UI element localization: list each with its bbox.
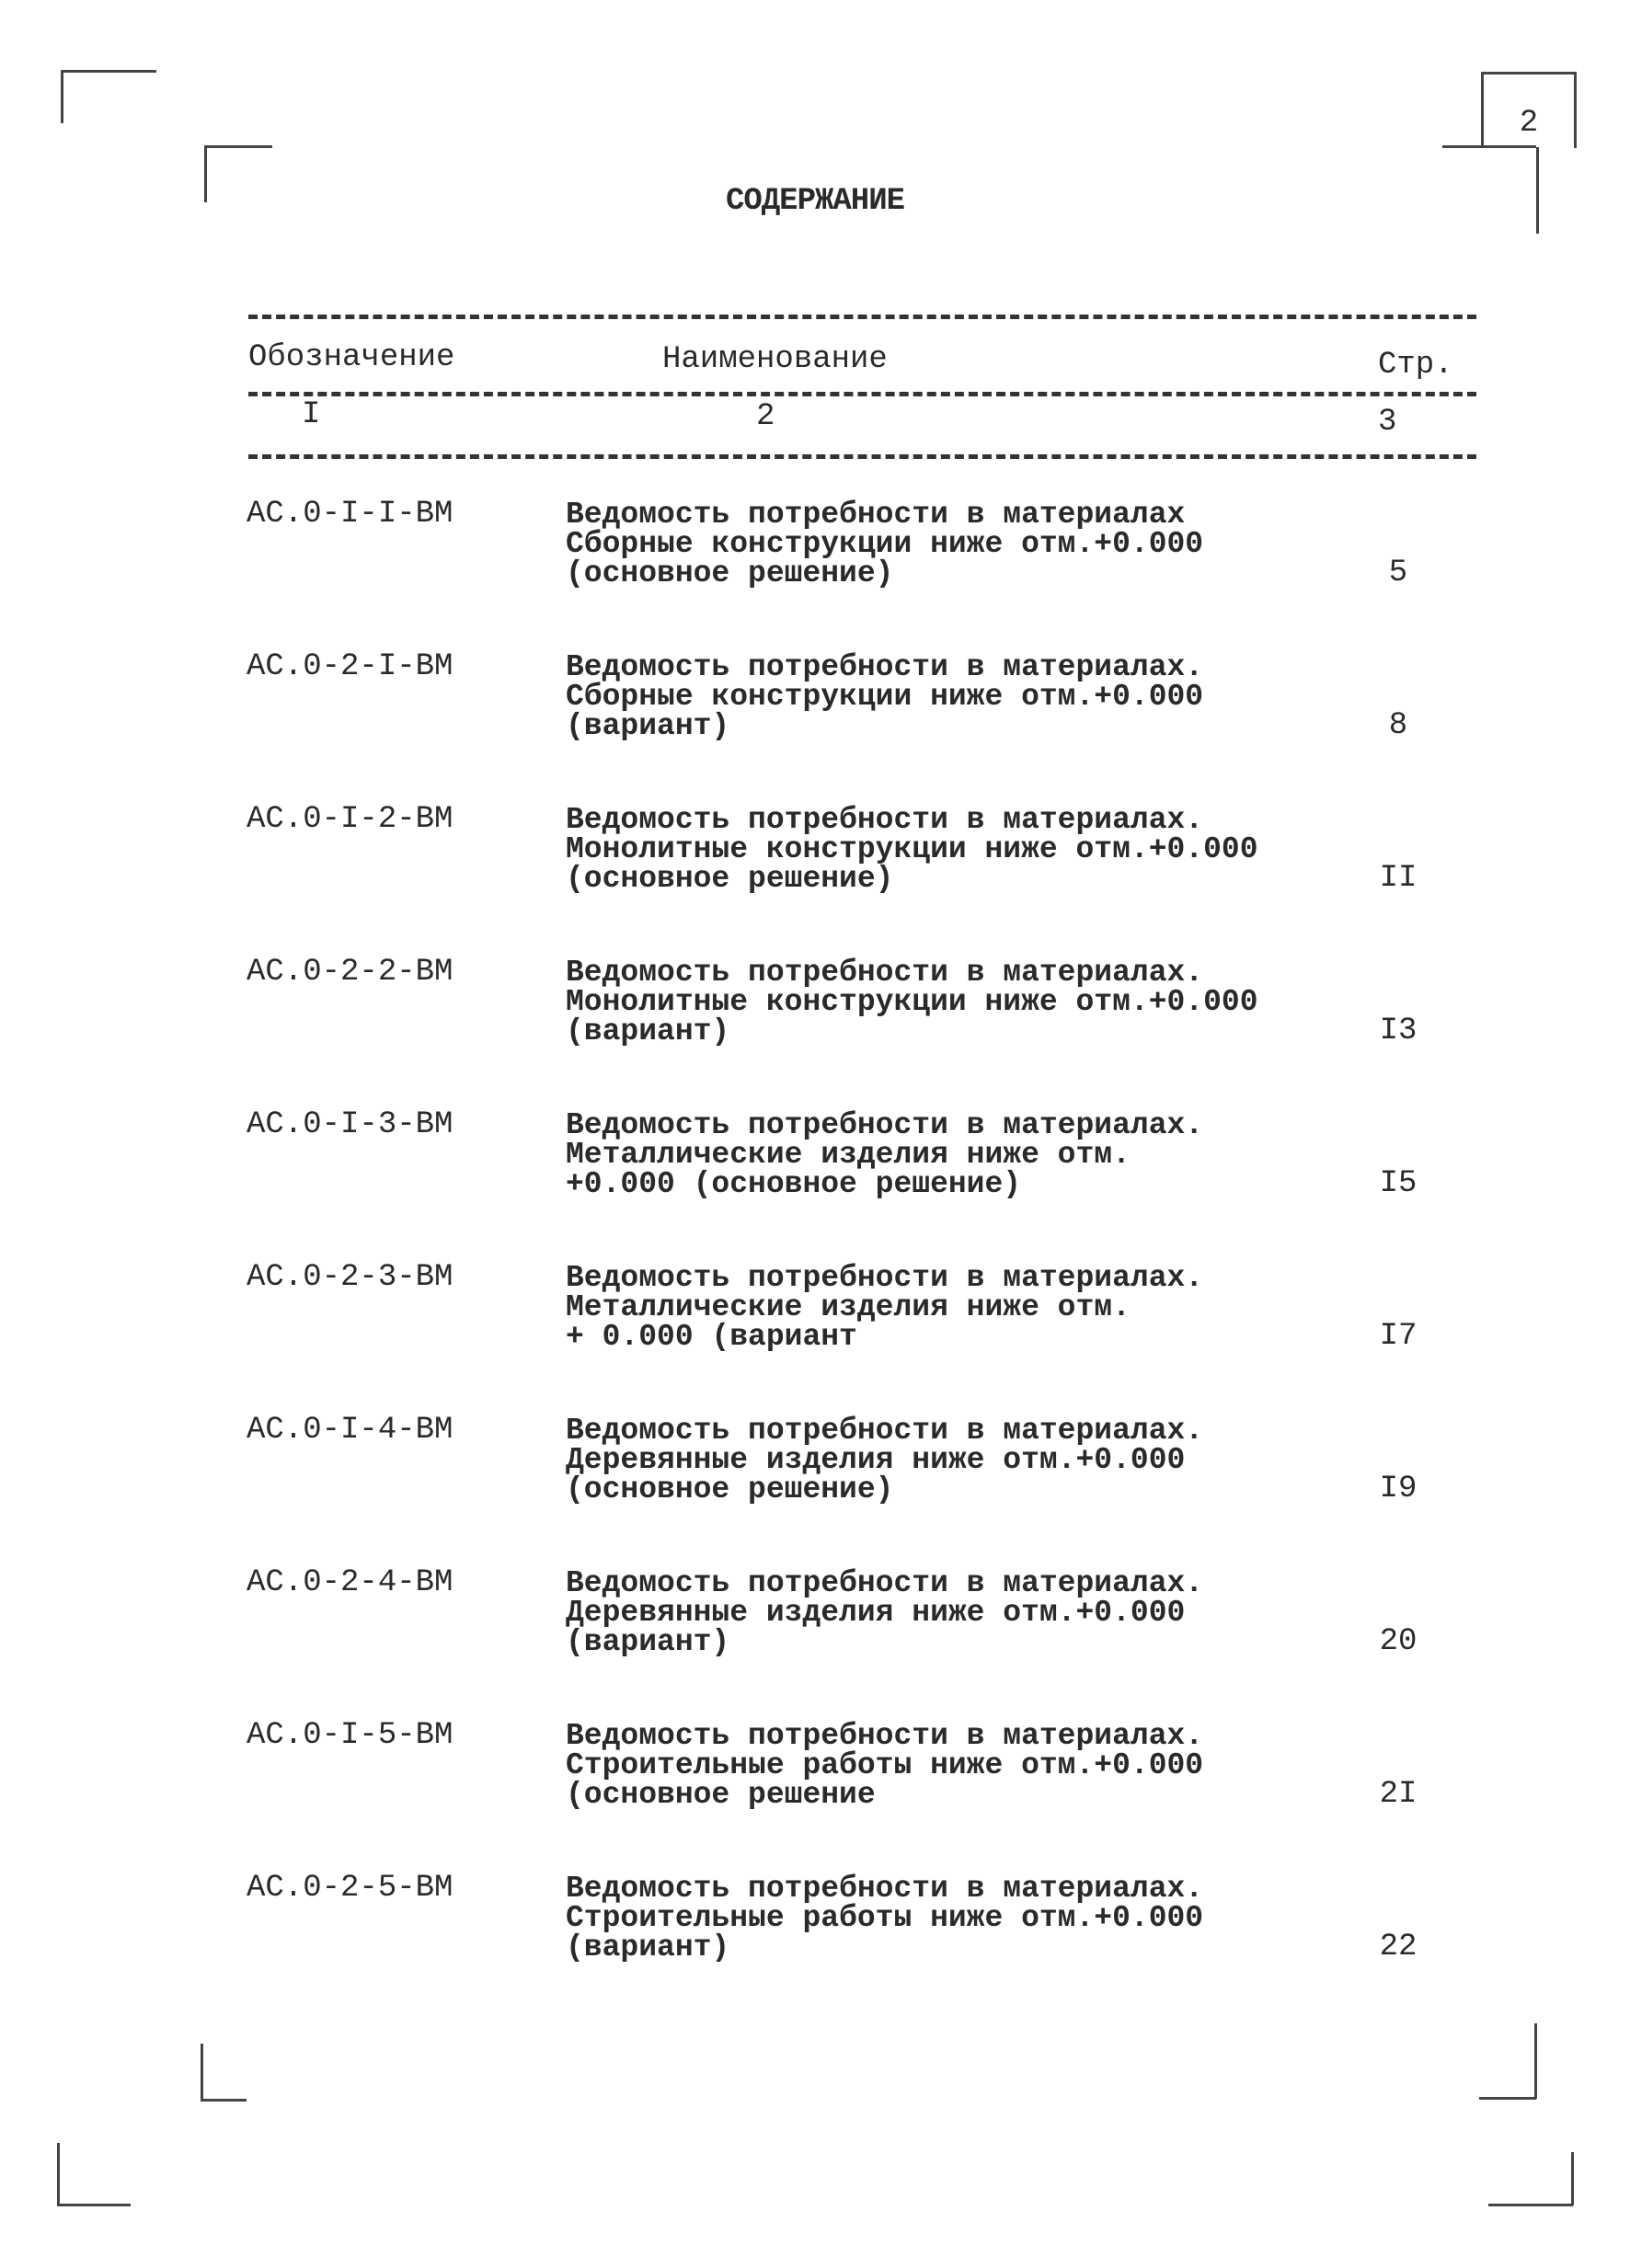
page-number-box (1481, 72, 1577, 148)
row-designation: АС.0-I-I-ВМ (247, 497, 453, 532)
table-row (0, 1260, 1630, 1407)
row-designation: АС.0-2-3-ВМ (247, 1260, 453, 1295)
row-page: II (1379, 861, 1418, 896)
row-page: I5 (1379, 1166, 1418, 1201)
row-designation: АС.0-2-2-ВМ (247, 955, 453, 990)
row-name: Ведомость потребности в материалах. Строительные работы ниже отм.+0.000 (основное решение (566, 1719, 1204, 1812)
row-page: 8 (1388, 708, 1408, 743)
frame-corner-bottom-right-outer-v (1571, 2152, 1574, 2205)
frame-corner-bottom-right-inner-h (1479, 2097, 1536, 2100)
frame-corner-top-left-inner-h (204, 145, 272, 148)
table-row (0, 1718, 1630, 1865)
row-name: Ведомость потребности в материалах. Металлические изделия ниже отм. + 0.000 (вариант (566, 1261, 1204, 1354)
document-title: СОДЕРЖАНИЕ (725, 184, 905, 219)
row-name: Ведомость потребности в материалах. Деревянные изделия ниже отм.+0.000 (основное решение) (566, 1414, 1204, 1506)
row-page: I3 (1379, 1014, 1418, 1048)
header-bottom-rule (248, 454, 1476, 459)
row-name: Ведомость потребности в материалах. Строительные работы ниже отм.+0.000 (вариант) (566, 1872, 1204, 1964)
frame-corner-top-left-outer-h (61, 70, 156, 73)
row-name: Ведомость потребности в материалах. Монолитные конструкции ниже отм.+0.000 (основное решение) (566, 803, 1258, 896)
row-name: Ведомость потребности в материалах. Сборные конструкции ниже отм.+0.000 (вариант) (566, 650, 1204, 743)
column-number-2: 2 (756, 399, 775, 434)
header-middle-rule (248, 392, 1476, 396)
row-page: 2I (1379, 1777, 1418, 1812)
row-name: Ведомость потребности в материалах. Монолитные конструкции ниже отм.+0.000 (вариант) (566, 956, 1258, 1048)
column-header-page: Стр. (1378, 348, 1453, 383)
table-row (0, 802, 1630, 949)
frame-corner-bottom-left-inner-v (201, 2044, 203, 2101)
table-row (0, 1413, 1630, 1560)
frame-corner-bottom-right-outer-h (1488, 2204, 1573, 2206)
row-designation: АС.0-I-3-ВМ (247, 1107, 453, 1142)
column-header-designation: Обозначение (248, 340, 455, 375)
table-row (0, 955, 1630, 1102)
row-name: Ведомость потребности в материалах. Металлические изделия ниже отм. +0.000 (основное решение) (566, 1108, 1204, 1201)
row-designation: АС.0-2-I-ВМ (247, 649, 453, 684)
row-designation: АС.0-I-5-ВМ (247, 1718, 453, 1753)
header-top-rule (248, 315, 1476, 319)
table-row (0, 649, 1630, 796)
table-row (0, 1565, 1630, 1712)
table-row (0, 1871, 1630, 2018)
frame-corner-bottom-right-inner-v (1534, 2023, 1537, 2099)
column-header-name: Наименование (662, 342, 888, 377)
column-number-3: 3 (1378, 405, 1397, 440)
row-page: 22 (1379, 1930, 1418, 1964)
column-number-1: I (302, 397, 321, 432)
row-designation: АС.0-I-2-ВМ (247, 802, 453, 837)
page-number: 2 (1519, 106, 1539, 141)
frame-corner-top-left-outer-v (61, 70, 63, 123)
row-page: I7 (1379, 1319, 1418, 1354)
table-row (0, 1107, 1630, 1254)
row-page: 20 (1379, 1624, 1418, 1659)
row-designation: АС.0-2-5-ВМ (247, 1871, 453, 1906)
row-designation: АС.0-2-4-ВМ (247, 1565, 453, 1600)
row-page: 5 (1388, 556, 1408, 590)
frame-corner-bottom-left-outer-h (57, 2204, 131, 2206)
row-name: Ведомость потребности в материалах. Деревянные изделия ниже отм.+0.000 (вариант) (566, 1566, 1204, 1659)
frame-corner-bottom-left-outer-v (57, 2143, 60, 2205)
frame-corner-bottom-left-inner-h (201, 2099, 247, 2102)
table-row (0, 497, 1630, 644)
row-name: Ведомость потребности в материалах Сборные конструкции ниже отм.+0.000 (основное решение) (566, 498, 1204, 590)
row-designation: АС.0-I-4-ВМ (247, 1413, 453, 1448)
row-page: I9 (1379, 1472, 1418, 1506)
